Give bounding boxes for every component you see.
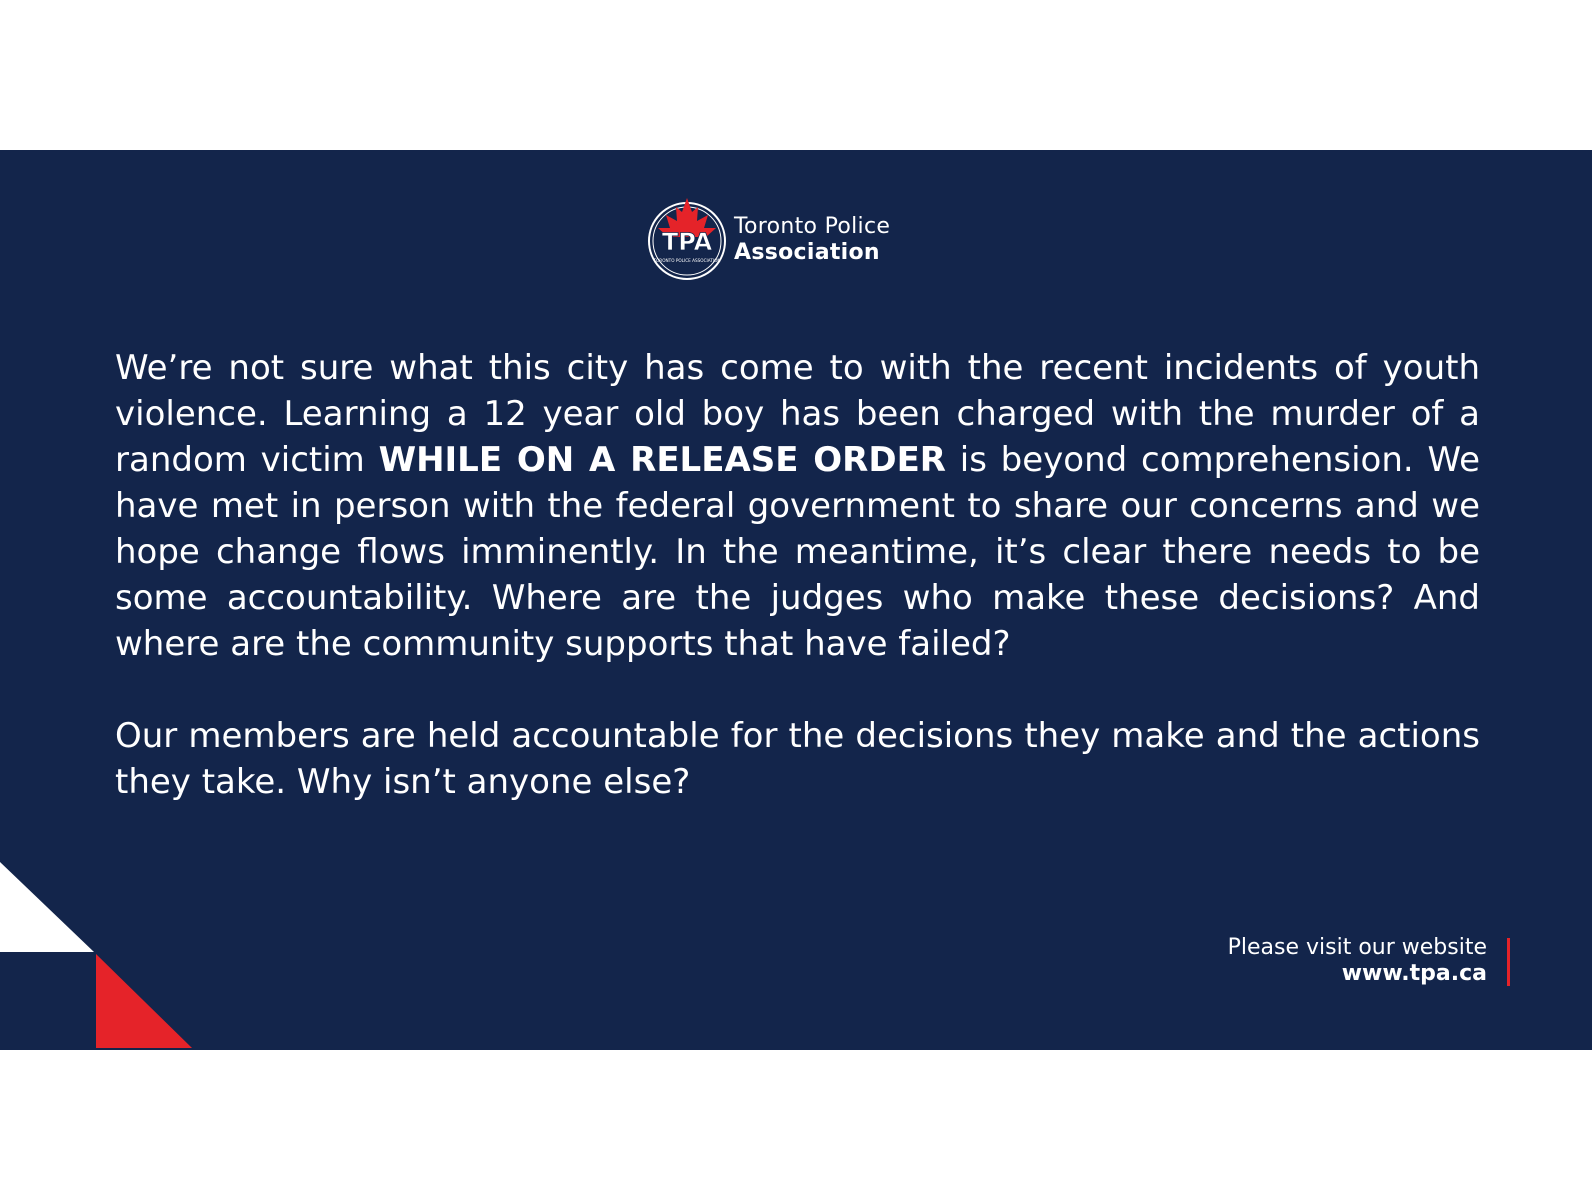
website-label: Please visit our website	[1227, 935, 1487, 960]
statement-paragraph-1	[115, 345, 1480, 667]
paragraph-1-text-a: We’re not sure what this city has come to with the recent incidents of youth violence. Learning a 12 year old boy has been charged with the murder of a random victim	[115, 348, 1480, 480]
tpa-emblem-icon	[646, 194, 728, 286]
logo-name-line1: Toronto Police	[734, 214, 891, 239]
logo-name-line2: Association	[734, 240, 880, 265]
corner-red-triangle	[96, 954, 192, 1048]
tpa-logo	[646, 194, 890, 286]
corner-decoration	[0, 862, 200, 1050]
website-accent-bar	[1507, 938, 1510, 986]
statement-banner	[0, 150, 1592, 1050]
corner-white-triangle	[0, 862, 94, 952]
website-callout	[1228, 935, 1487, 987]
paragraph-1-text-b: is beyond comprehension. We have met in person with the federal government to share our concerns and we hope change flows imminently. In the meantime, it’s clear there needs to be some accountability. Where are the judges who make these decisions? And where are the community supports that have failed?	[115, 440, 1481, 664]
statement-text	[115, 345, 1480, 805]
logo-wordmark	[734, 214, 890, 266]
release-order-emphasis: WHILE ON A RELEASE ORDER	[378, 440, 946, 480]
statement-paragraph-2: Our members are held accountable for the decisions they make and the actions they take. Why isn’t anyone else?	[115, 716, 1480, 802]
emblem-text: TPA	[661, 228, 713, 256]
emblem-subtext: TORONTO POLICE ASSOCIATION	[653, 258, 721, 263]
website-url-link[interactable]: www.tpa.ca	[1341, 961, 1487, 986]
